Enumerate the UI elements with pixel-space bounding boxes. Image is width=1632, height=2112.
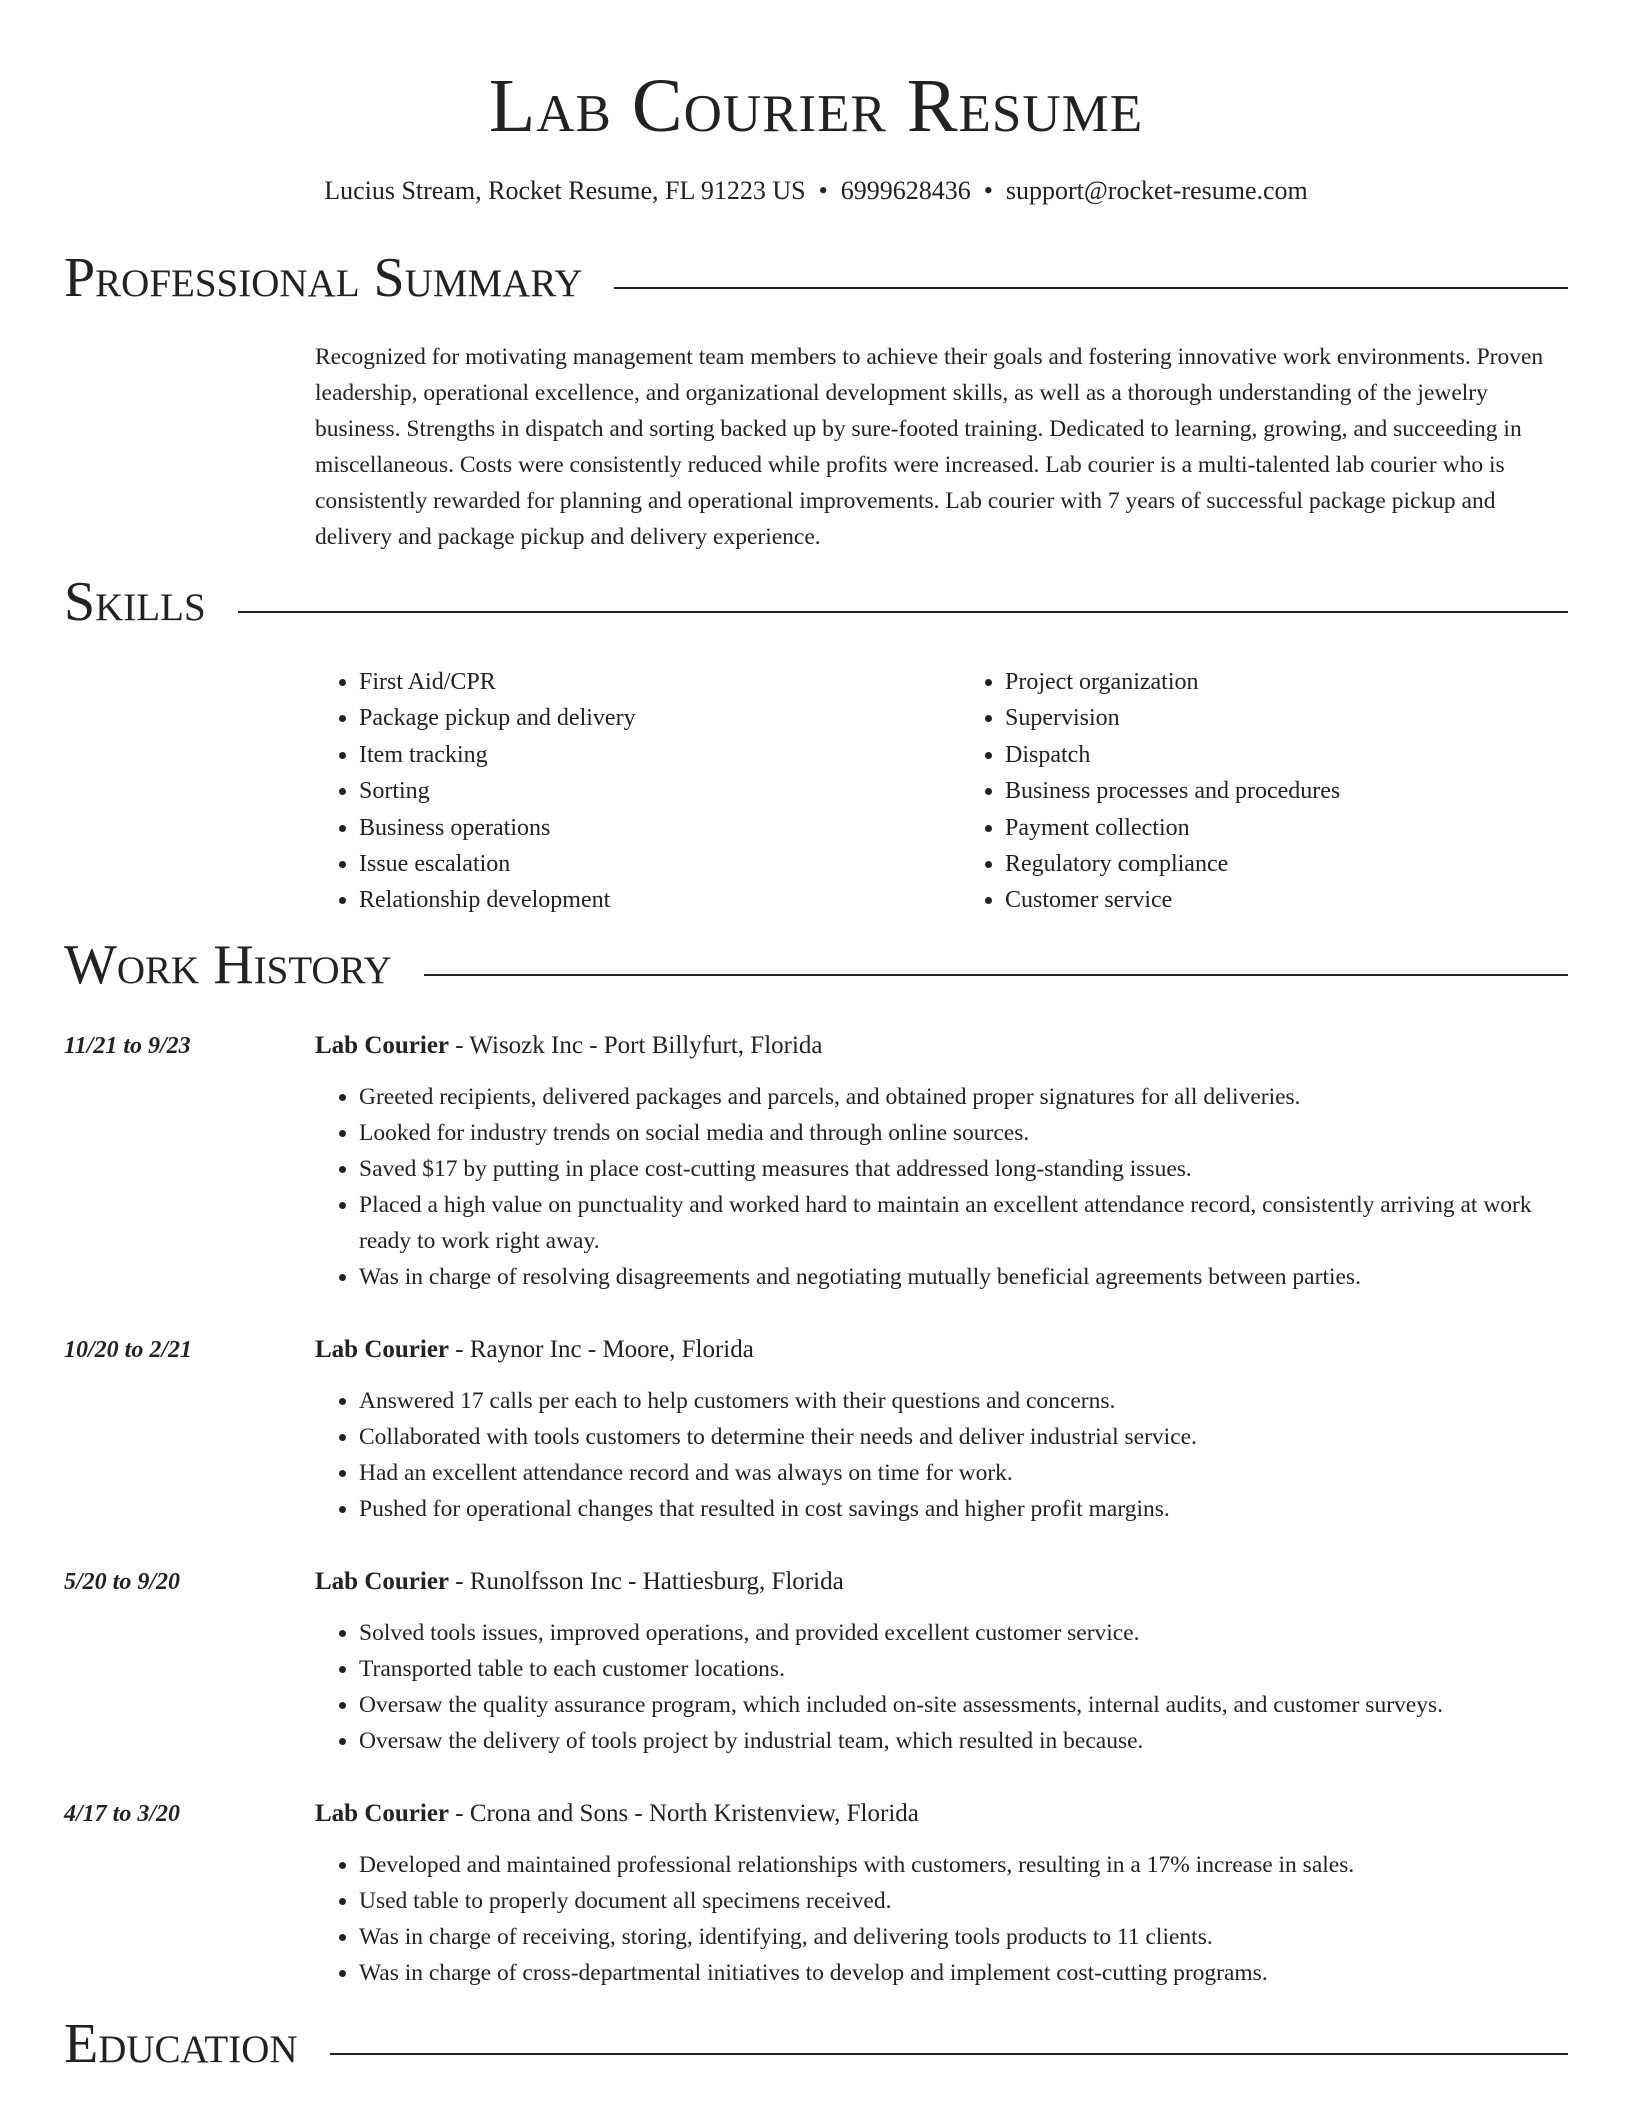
skill-item: • Customer service xyxy=(1005,882,1555,918)
section-title: Professional Summary xyxy=(64,246,614,310)
job-bullets xyxy=(315,1079,1568,1295)
contact-email: support@rocket-resume.com xyxy=(1005,176,1308,205)
skill-item: • Business operations xyxy=(359,810,929,846)
job-bullet: • Developed and maintained professional relationships with customers, resulting in a 17% increase in sales. xyxy=(359,1847,1568,1883)
section-title: Work History xyxy=(64,933,424,997)
job-bullets xyxy=(315,1615,1568,1759)
job-bullet: • Placed a high value on punctuality and worked hard to maintain an excellent attendance record, consistently arriving at work ready to work right away. xyxy=(359,1187,1568,1259)
skill-item: • Business processes and procedures xyxy=(1005,773,1555,809)
job-company-location: - Runolfsson Inc - Hattiesburg, Florida xyxy=(449,1568,844,1595)
skill-item: • Project organization xyxy=(1005,664,1555,700)
job-dates: 10/20 to 2/21 xyxy=(64,1337,193,1363)
job-company-location: - Raynor Inc - Moore, Florida xyxy=(449,1336,754,1363)
job-bullet: • Was in charge of resolving disagreements and negotiating mutually beneficial agreements between parties. xyxy=(359,1259,1568,1295)
job-bullet: • Was in charge of cross-departmental initiatives to develop and implement cost-cutting programs. xyxy=(359,1955,1568,1991)
job-company-location: - Crona and Sons - North Kristenview, Florida xyxy=(449,1800,919,1827)
skill-item: • First Aid/CPR xyxy=(359,664,929,700)
job-bullet: • Answered 17 calls per each to help customers with their questions and concerns. xyxy=(359,1383,1568,1419)
job-bullet: • Greeted recipients, delivered packages and parcels, and obtained proper signatures for all deliveries. xyxy=(359,1079,1568,1115)
section-rule xyxy=(64,611,1568,613)
job-heading xyxy=(315,1564,844,1600)
job-role: Lab Courier xyxy=(315,1568,450,1595)
skill-item: • Supervision xyxy=(1005,700,1555,736)
skill-item: • Issue escalation xyxy=(359,846,929,882)
contact-line xyxy=(0,174,1632,208)
summary-text: Recognized for motivating management team members to achieve their goals and fostering innovative work environments. Proven leadership, operational excellence, and organizational development skills, as well as a thorough understanding of the jewelry business. Strengths in dispatch and sorting backed up by sure-footed training. Dedicated to learning, growing, and succeeding in miscellaneous. Costs were consistently reduced while profits were increased. Lab courier is a multi-talented lab courier who is consistently rewarded for planning and operational improvements. Lab courier with 7 years of successful package pickup and delivery and package pickup and delivery experience. xyxy=(315,344,1544,550)
job-dates: 11/21 to 9/23 xyxy=(64,1033,191,1059)
job-role: Lab Courier xyxy=(315,1032,450,1059)
contact-address: Lucius Stream, Rocket Resume, FL 91223 US xyxy=(324,176,806,205)
skill-item: • Relationship development xyxy=(359,882,929,918)
job-bullet: • Oversaw the delivery of tools project by industrial team, which resulted in because. xyxy=(359,1723,1568,1759)
skill-item: • Item tracking xyxy=(359,737,929,773)
job-bullet: • Pushed for operational changes that resulted in cost savings and higher profit margins. xyxy=(359,1491,1568,1527)
job-heading xyxy=(315,1796,919,1832)
job-bullet: • Looked for industry trends on social media and through online sources. xyxy=(359,1115,1568,1151)
contact-phone: 6999628436 xyxy=(840,176,971,205)
skill-item: • Dispatch xyxy=(1005,737,1555,773)
job-bullet: • Was in charge of receiving, storing, identifying, and delivering tools products to 11 clients. xyxy=(359,1919,1568,1955)
section-education xyxy=(64,2012,1568,2076)
job-bullet: • Used table to properly document all specimens received. xyxy=(359,1883,1568,1919)
contact-separator: • xyxy=(983,176,993,205)
job-bullet: • Had an excellent attendance record and was always on time for work. xyxy=(359,1455,1568,1491)
section-title: Skills xyxy=(64,570,238,634)
job-bullet: • Saved $17 by putting in place cost-cutting measures that addressed long-standing issues. xyxy=(359,1151,1568,1187)
skill-item: • Package pickup and delivery xyxy=(359,700,929,736)
job-heading xyxy=(315,1332,754,1368)
job-heading xyxy=(315,1028,823,1064)
job-bullet: • Transported table to each customer locations. xyxy=(359,1651,1568,1687)
resume-title: Lab Courier Resume xyxy=(488,64,1144,148)
skills-column-left xyxy=(315,664,929,919)
skill-item: • Payment collection xyxy=(1005,810,1555,846)
section-professional-summary xyxy=(64,246,1568,310)
job-dates: 4/17 to 3/20 xyxy=(64,1801,181,1827)
job-role: Lab Courier xyxy=(315,1336,450,1363)
job-bullet: • Solved tools issues, improved operations, and provided excellent customer service. xyxy=(359,1615,1568,1651)
section-work-history xyxy=(64,933,1568,997)
skill-item: • Regulatory compliance xyxy=(1005,846,1555,882)
job-bullet: • Collaborated with tools customers to determine their needs and deliver industrial service. xyxy=(359,1419,1568,1455)
skill-item: • Sorting xyxy=(359,773,929,809)
job-bullets xyxy=(315,1383,1568,1527)
job-bullets xyxy=(315,1847,1568,1991)
job-role: Lab Courier xyxy=(315,1800,450,1827)
job-bullet: • Oversaw the quality assurance program, which included on-site assessments, internal audits, and customer surveys. xyxy=(359,1687,1568,1723)
section-title: Education xyxy=(64,2012,330,2076)
skills-column-right xyxy=(961,664,1555,919)
contact-separator: • xyxy=(818,176,828,205)
section-skills xyxy=(64,570,1568,634)
job-company-location: - Wisozk Inc - Port Billyfurt, Florida xyxy=(449,1032,823,1059)
job-dates: 5/20 to 9/20 xyxy=(64,1569,181,1595)
skills-list xyxy=(315,664,1568,919)
